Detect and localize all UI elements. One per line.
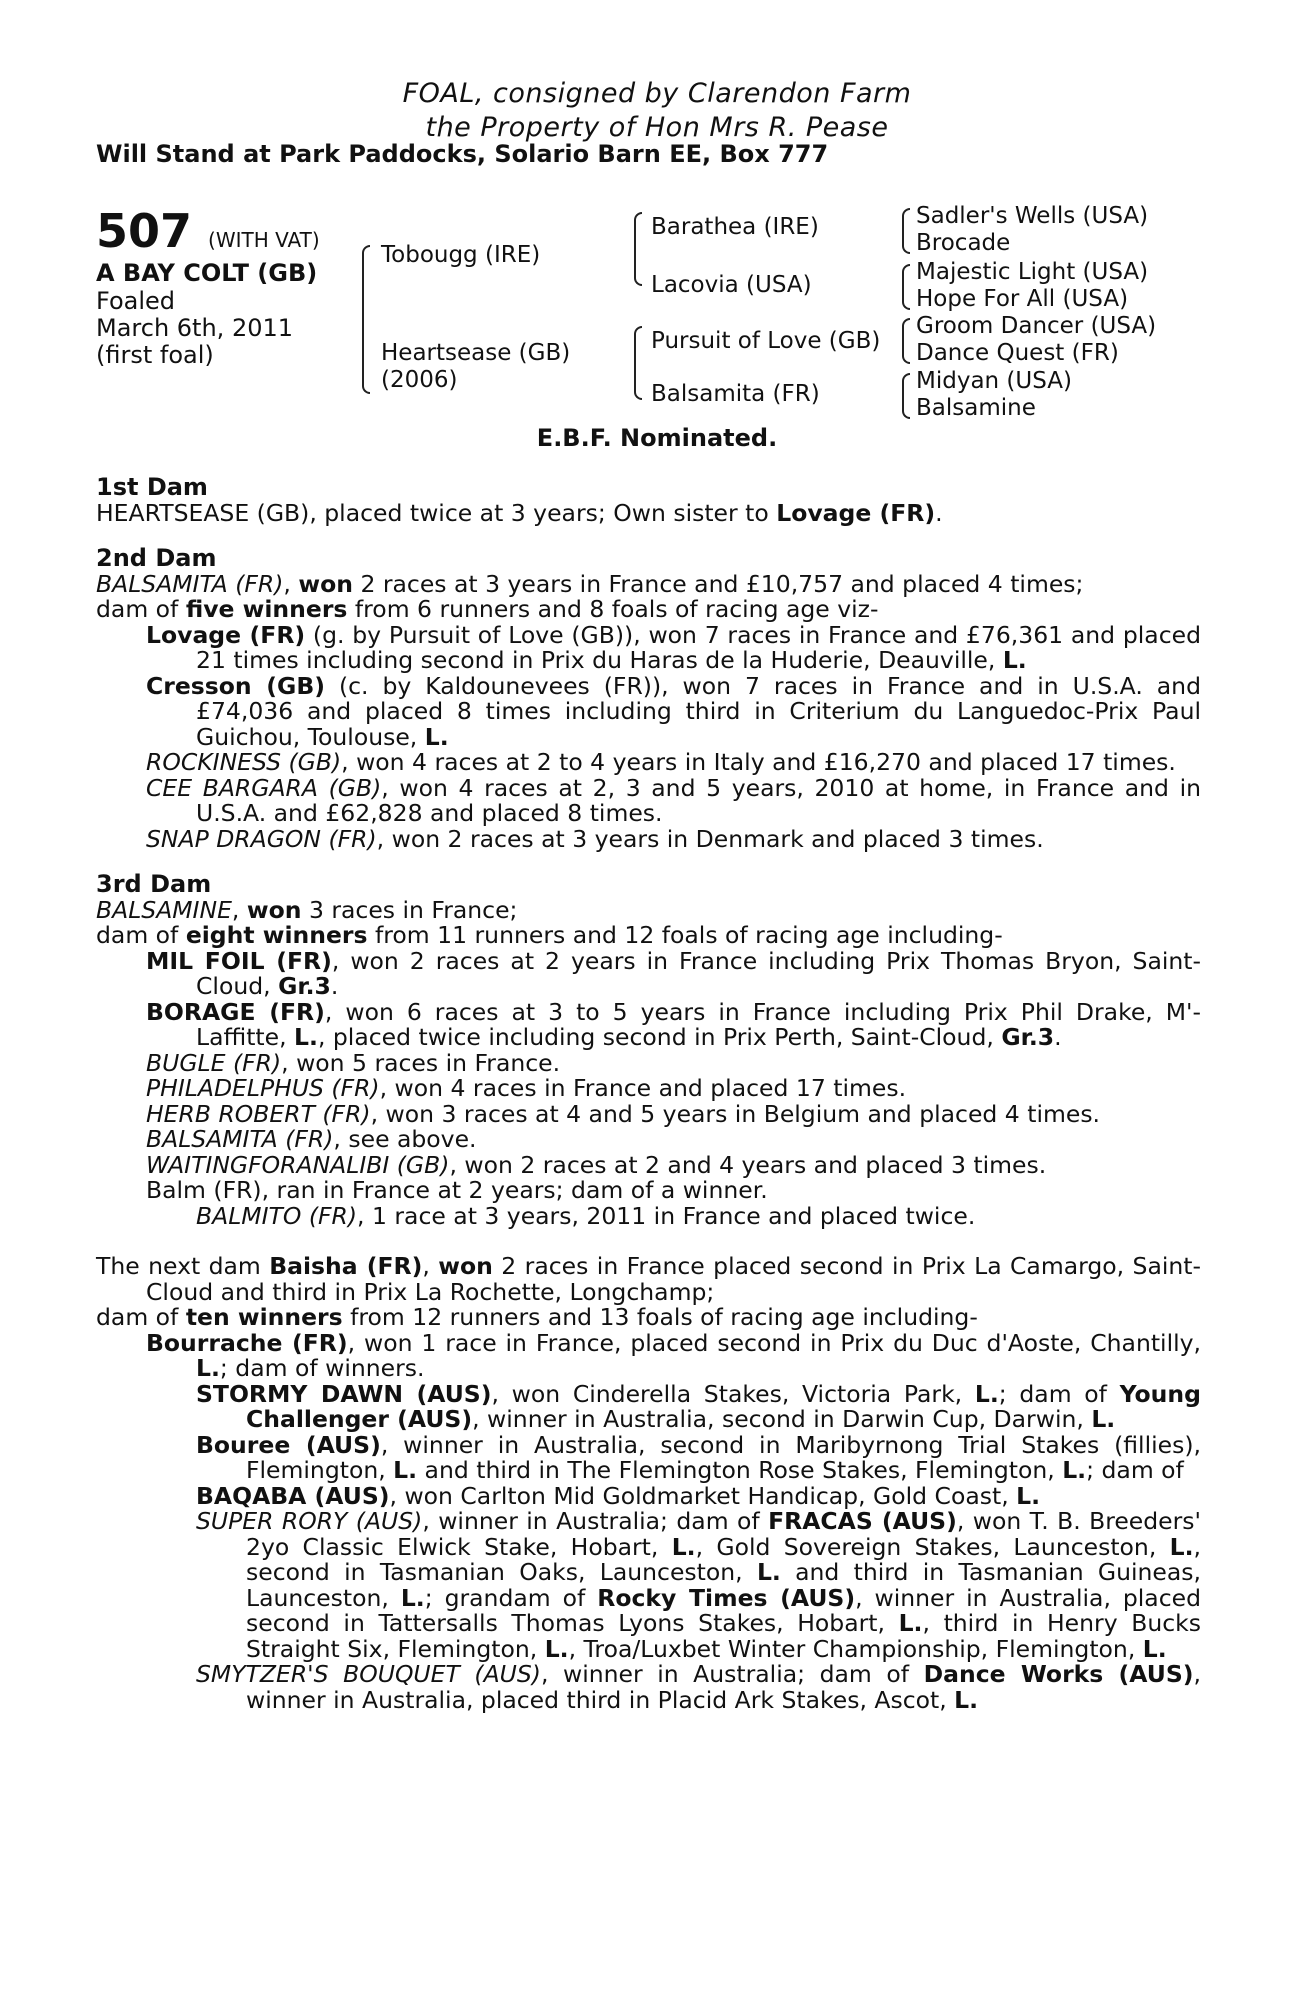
produce-entry: SNAP DRAGON (FR), won 2 races at 3 years in Denmark and placed 3 times. (146, 824, 1044, 853)
second-dam-heading: 2nd Dam (96, 544, 217, 572)
pedigree-dam-sire: Pursuit of Love (GB) (651, 328, 881, 354)
pedigree-dam-year: (2006) (381, 367, 458, 393)
header-property: the Property of Hon Mrs R. Pease (425, 112, 889, 143)
pedigree-dam-dam: Balsamita (FR) (651, 381, 820, 407)
third-dam-text: BALSAMINE, won 3 races in France; (96, 895, 518, 924)
produce-entry: BORAGE (FR), won 6 races at 3 to 5 years in France including Prix Phil Drake, M'-Laffitte, L., placed twice including second in Prix Perth, Saint-Cloud, Gr.3. (146, 997, 1201, 1051)
pedigree-g1: Sadler's Wells (USA) (916, 203, 1149, 229)
pedigree-brace-main (362, 245, 370, 394)
produce-entry: BUGLE (FR), won 5 races in France. (146, 1048, 561, 1077)
produce-entry: STORMY DAWN (AUS), won Cinderella Stakes, Victoria Park, L.; dam of Young Challenger (AUS), winner in Australia, second in Darwin Cup, Darwin, L. (196, 1379, 1201, 1433)
first-dam-heading: 1st Dam (96, 473, 208, 501)
produce-entry: ROCKINESS (GB), won 4 races at 2 to 4 years in Italy and £16,270 and placed 17 times. (146, 748, 1176, 776)
second-dam-produce-summary: dam of five winners from 6 runners and 8 foals of racing age viz- (96, 595, 879, 623)
produce-entry: BAQABA (AUS), won Carlton Mid Goldmarket Handicap, Gold Coast, L. (196, 1481, 1041, 1510)
produce-record (96, 475, 1201, 1713)
pedigree-g6: Dance Quest (FR) (916, 340, 1119, 366)
pedigree-g8: Balsamine (916, 395, 1036, 421)
lot-name: A BAY COLT (GB) (96, 259, 318, 287)
pedigree-sire-sire: Barathea (IRE) (651, 214, 819, 240)
third-dam-heading: 3rd Dam (96, 870, 212, 898)
pedigree-sire: Tobougg (IRE) (381, 242, 541, 268)
produce-entry: SUPER RORY (AUS), winner in Australia; dam of FRACAS (AUS), won T. B. Breeders' 2yo Classic Elwick Stake, Hobart, L., Gold Sovereign Stakes, Launceston, L., second in Tasmanian Oaks, Launceston, L. and third in Tasmanian Guineas, Launceston, L.; grandam of Rocky Times (AUS), winner in Australia, placed second in Tattersalls Thomas Lyons Stakes, Hobart, L., third in Henry Bucks Straight Six, Flemington, L., Troa/Luxbet Winter Championship, Flemington, L. (196, 1507, 1201, 1663)
produce-entry: Bouree (AUS), winner in Australia, second in Maribyrnong Trial Stakes (fillies), Flemington, L. and third in The Flemington Rose Stakes, Flemington, L.; dam of (196, 1430, 1201, 1484)
ebf-nominated: E.B.F. Nominated. (536, 424, 778, 452)
produce-entry: SMYTZER'S BOUQUET (AUS), winner in Australia; dam of Dance Works (AUS), winner in Australia, placed third in Placid Ark Stakes, Ascot, L. (196, 1660, 1201, 1714)
pedigree-g5: Groom Dancer (USA) (916, 313, 1157, 339)
produce-entry: CEE BARGARA (GB), won 4 races at 2, 3 and 5 years, 2010 at home, in France and in U.S.A. and £62,828 and placed 8 times. (146, 773, 1201, 827)
foaled-date: March 6th, 2011 (96, 314, 294, 342)
lot-number: 507 (96, 204, 193, 258)
produce-entry: Bourrache (FR), won 1 race in France, placed second in Prix du Duc d'Aoste, Chantilly, L.; dam of winners. (146, 1328, 1202, 1382)
pedigree-brace-g1 (902, 208, 910, 254)
produce-entry: Cresson (GB) (c. by Kaldounevees (FR)), won 7 races in France and in U.S.A. and £74,036 and placed 8 times including third in Criterium du Languedoc-Prix Paul Guichou, Toulouse, L. (146, 671, 1201, 751)
pedigree-brace-g4 (902, 373, 910, 419)
pedigree-brace-dam (634, 326, 642, 400)
produce-entry: HERB ROBERT (FR), won 3 races at 4 and 5 years in Belgium and placed 4 times. (146, 1099, 1101, 1128)
pedigree-brace-g3 (902, 318, 910, 364)
vat-label: (WITH VAT) (208, 228, 320, 252)
foal-note: (first foal) (96, 341, 214, 369)
produce-entry: MIL FOIL (FR), won 2 races at 2 years in France including Prix Thomas Bryon, Saint-Cloud, Gr.3. (146, 946, 1201, 1000)
header-consignor: FOAL, consigned by Clarendon Farm (402, 78, 912, 109)
next-dam-text: The next dam Baisha (FR), won 2 races in France placed second in Prix La Camargo, Saint-Cloud and third in Prix La Rochette, Longchamp; (96, 1252, 1201, 1306)
pedigree-sire-dam: Lacovia (USA) (651, 272, 812, 298)
lot-number-block (96, 205, 320, 266)
next-dam-produce-summary: dam of ten winners from 12 runners and 13 foals of racing age including- (96, 1303, 978, 1331)
second-dam-text: BALSAMITA (FR), won 2 races at 3 years in France and £10,757 and placed 4 times; (96, 569, 1084, 598)
pedigree-brace-sire (634, 212, 642, 286)
third-dam-produce-summary: dam of eight winners from 11 runners and 12 foals of racing age including- (96, 921, 1003, 949)
produce-entry: Balm (FR), ran in France at 2 years; dam of a winner. (146, 1176, 768, 1204)
pedigree-g7: Midyan (USA) (916, 368, 1072, 394)
produce-entry: WAITINGFORANALIBI (GB), won 2 races at 2 and 4 years and placed 3 times. (146, 1150, 1047, 1179)
pedigree-g3: Majestic Light (USA) (916, 259, 1149, 285)
pedigree-g2: Brocade (916, 230, 1011, 256)
produce-entry: BALSAMITA (FR), see above. (146, 1125, 477, 1153)
produce-entry: PHILADELPHUS (FR), won 4 races in France and placed 17 times. (146, 1074, 907, 1102)
pedigree-brace-g2 (902, 264, 910, 310)
pedigree-dam: Heartsease (GB) (381, 340, 571, 366)
produce-entry: BALMITO (FR), 1 race at 3 years, 2011 in France and placed twice. (196, 1201, 976, 1230)
produce-entry: Lovage (FR) (g. by Pursuit of Love (GB)), won 7 races in France and £76,361 and placed 21 times including second in Prix du Haras de la Huderie, Deauville, L. (146, 620, 1201, 674)
foaled-label: Foaled (96, 287, 176, 315)
pedigree-g4: Hope For All (USA) (916, 286, 1129, 312)
first-dam-text: HEARTSEASE (GB), placed twice at 3 years; Own sister to Lovage (FR). (96, 498, 943, 527)
stand-location: Will Stand at Park Paddocks, Solario Barn EE, Box 777 (96, 140, 829, 168)
